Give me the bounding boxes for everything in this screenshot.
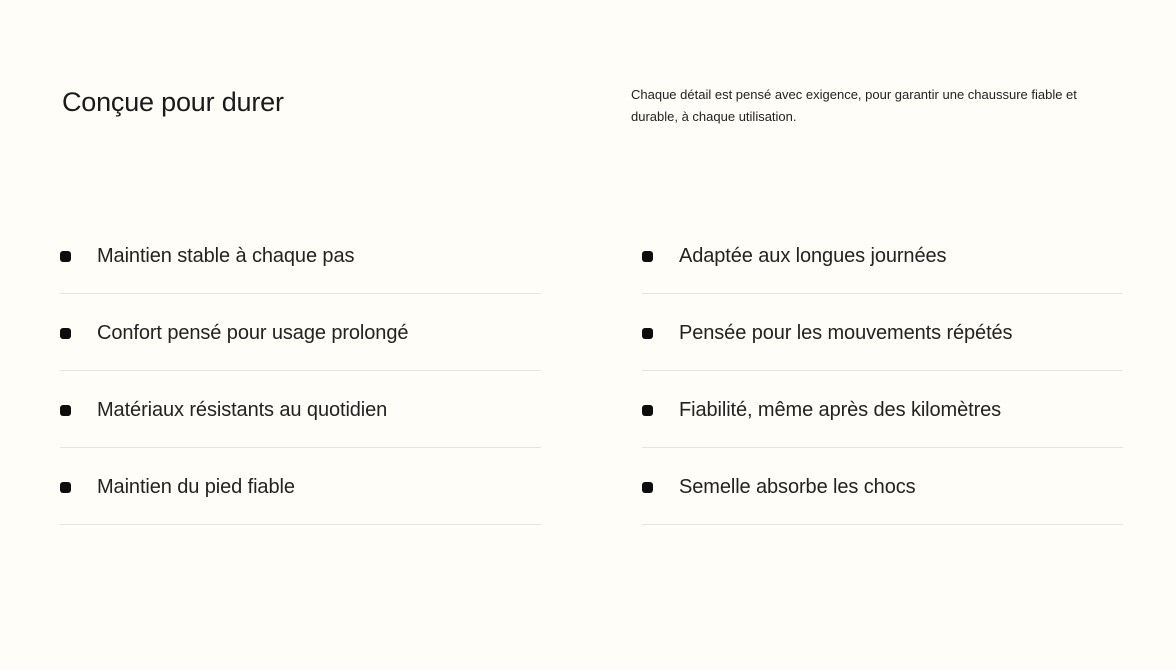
bullet-icon: [60, 405, 71, 416]
list-item: [60, 371, 541, 448]
intro-description: Chaque détail est pensé avec exigence, pour garantir une chaussure fiable et durable, à chaque utilisation.: [631, 87, 1077, 124]
bullet-icon: [642, 251, 653, 262]
feature-label: Confort pensé pour usage prolongé: [97, 321, 409, 344]
feature-list-right: [642, 217, 1123, 525]
feature-label: Matériaux résistants au quotidien: [97, 398, 388, 421]
feature-label: Fiabilité, même après des kilomètres: [679, 398, 1002, 421]
feature-list-left: [60, 217, 541, 525]
list-item: [60, 448, 541, 525]
list-item: [642, 371, 1123, 448]
features-section: [60, 217, 1123, 525]
list-item: [60, 294, 541, 371]
bullet-icon: [60, 482, 71, 493]
feature-label: Semelle absorbe les chocs: [679, 475, 916, 498]
list-item: [60, 217, 541, 294]
bullet-icon: [60, 328, 71, 339]
feature-label: Pensée pour les mouvements répétés: [679, 321, 1013, 344]
bullet-icon: [642, 405, 653, 416]
list-item: [642, 448, 1123, 525]
bullet-icon: [642, 328, 653, 339]
page-title: Conçue pour durer: [62, 87, 284, 117]
bullet-icon: [60, 251, 71, 262]
feature-label: Adaptée aux longues journées: [679, 244, 947, 267]
list-item: [642, 294, 1123, 371]
feature-label: Maintien du pied fiable: [97, 475, 295, 498]
list-item: [642, 217, 1123, 294]
bullet-icon: [642, 482, 653, 493]
feature-label: Maintien stable à chaque pas: [97, 244, 355, 267]
